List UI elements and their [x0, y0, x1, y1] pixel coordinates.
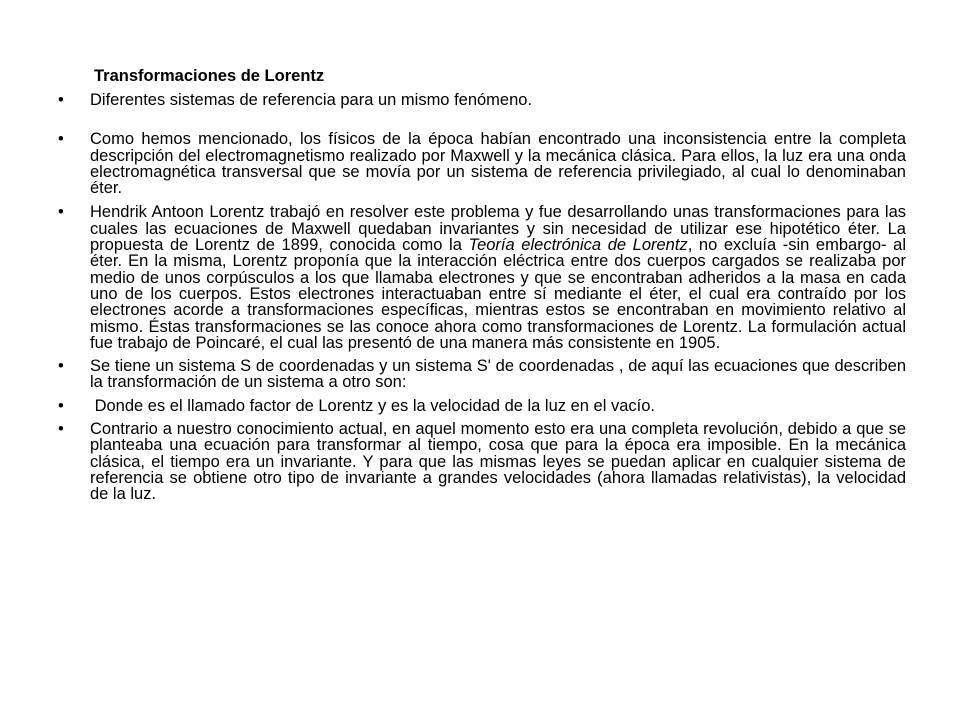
bullet-text	[90, 203, 906, 351]
bullet-item	[56, 358, 906, 391]
bullet-icon: •	[58, 91, 64, 109]
bullet-icon: •	[58, 396, 64, 415]
bullet-item	[56, 92, 906, 108]
slide-title: Transformaciones de Lorentz	[94, 67, 325, 85]
bullet-icon: •	[58, 203, 64, 222]
bullet-icon: •	[58, 357, 64, 376]
bullet-list	[56, 92, 906, 503]
theory-name: Teoría electrónica de Lorentz	[468, 236, 688, 255]
bullet-icon: •	[58, 420, 64, 439]
bullet-item	[56, 398, 906, 414]
bullet-text-part: , no excluía -sin embargo- al éter. En la misma, Lorentz proponía que la interacción eléctrica entre dos cuerpos cargados se realizaba por medio de unos corpúsculos a los que llamaba electrones y que se encontraban adheridos a la masa en cada uno de los cuerpos. Estos electrones interactuaban entre sí mediante el éter, el cual era contraído por los electrones acorde a transformaciones específicas, mientras estos se encontraban en movimiento relativo al mismo. Éstas transformaciones se las conoce ahora como transformaciones de Lorentz. La formulación actual fue trabajo de Poincaré, el cual las presentó de una manera más consistente en 1905.	[90, 236, 906, 352]
bullet-icon: •	[58, 130, 64, 149]
bullet-text: Como hemos mencionado, los físicos de la época habían encontrado una inconsistencia entre la completa descripción del electromagnetismo realizado por Maxwell y la mecánica clásica. Para ellos, la luz era una onda electromagnética transversal que se movía por un sistema de referencia privilegiado, al cual lo denominaban éter.	[90, 130, 906, 198]
bullet-text: Se tiene un sistema S de coordenadas y un sistema S' de coordenadas , de aquí las ecuaciones que describen la transformación de un sistema a otro son:	[90, 357, 906, 392]
bullet-item	[56, 131, 906, 196]
bullet-text: Contrario a nuestro conocimiento actual, en aquel momento esto era una completa revolución, debido a que se planteaba una ecuación para transformar al tiempo, cosa que para la época era imposible. En la mecánica clásica, el tiempo era un invariante. Y para que las mismas leyes se puedan aplicar en cualquier sistema de referencia se obtiene otro tipo de invariante a grandes velocidades (ahora llamadas relativistas), la velocidad de la luz.	[90, 420, 906, 504]
bullet-item	[56, 421, 906, 502]
bullet-text-part: Hendrik Antoon Lorentz trabajó en resolver este problema y fue desarrollando unas transformaciones para las cuales las ecuaciones de Maxwell quedaban invariantes y sin necesidad de utilizar ese hipotético éter. La propuesta de Lorentz de 1899, conocida como la	[90, 203, 906, 255]
bullet-item	[56, 204, 906, 351]
bullet-text: Diferentes sistemas de referencia para un mismo fenómeno.	[90, 91, 533, 109]
bullet-text: Donde es el llamado factor de Lorentz y es la velocidad de la luz en el vacío.	[90, 396, 655, 415]
